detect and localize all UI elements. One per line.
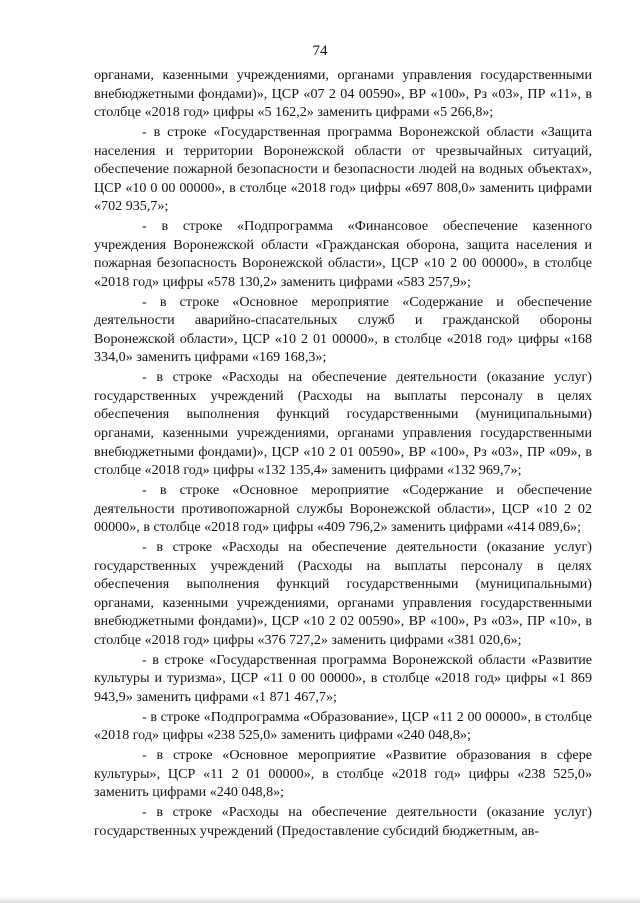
paragraph-1: органами, казенными учреждениями, органами управления государственными внебюджетными фондами)», ЦСР «07 2 04 00590», ВР «100», Рз «03», ПР «11», в столбце «2018 год» цифры «5 162,2» заменить цифрами «5 266,8»; [94, 67, 592, 121]
page-bottom-edge [0, 897, 640, 903]
paragraph-4: - в строке «Основное мероприятие «Содержание и обеспечение деятельности аварийно-спасательных служб и гражданской обороны Воронежской области», ЦСР «10 2 01 00000», в столбце «2018 год» цифры «168 334,0» заменить цифрами «169 168,3»; [94, 293, 592, 366]
paragraph-6: - в строке «Основное мероприятие «Содержание и обеспечение деятельности противопожарной службы Воронежской области», ЦСР «10 2 02 00000», в столбце «2018 год» цифры «409 796,2» заменить цифрами «414 089,6»; [94, 481, 592, 536]
document-body [94, 66, 592, 842]
paragraph-3: - в строке «Подпрограмма «Финансовое обеспечение казенного учреждения Воронежской области «Гражданская оборона, защита населения и пожарная безопасность Воронежской области», ЦСР «10 2 00 00000», в столбце «2018 год» цифры «578 130,2» заменить цифрами «583 257,9»; [94, 218, 592, 290]
paragraph-5: - в строке «Расходы на обеспечение деятельности (оказание услуг) государственных учреждений (Расходы на выплаты персоналу в целях обеспечения выполнения функций государственными (муниципальными) органами, казенными учреждениями, органами управления государственными внебюджетными фондами)», ЦСР «10 2 01 00590», ВР «100», Рз «03», ПР «09», в столбце «2018 год» цифры «132 135,4» заменить цифрами «132 969,7»; [94, 369, 592, 479]
paragraph-2: - в строке «Государственная программа Воронежской области «Защита населения и территории Воронежской области от чрезвычайных ситуаций, обеспечение пожарной безопасности и безопасности людей на водных объектах», ЦСР «10 0 00 00000», в столбце «2018 год» цифры «697 808,0» заменить цифрами «702 935,7»; [94, 124, 592, 215]
paragraph-8: - в строке «Государственная программа Воронежской области «Развитие культуры и туризма», ЦСР «11 0 00 00000», в столбце «2018 год» цифры «1 869 943,9» заменить цифрами «1 871 467,7»; [94, 651, 592, 705]
paragraph-11: - в строке «Расходы на обеспечение деятельности (оказание услуг) государственных учреждений (Предоставление субсидий бюджетным, ав- [94, 804, 592, 839]
paragraph-7: - в строке «Расходы на обеспечение деятельности (оказание услуг) государственных учреждений (Расходы на выплаты персоналу в целях обеспечения выполнения функций государственными (муниципальными) органами, казенными учреждениями, органами управления государственными внебюджетными фондами)», ЦСР «10 2 02 00590», ВР «100», Рз «03», ПР «10», в столбце «2018 год» цифры «376 727,2» заменить цифрами «381 020,6»; [94, 539, 592, 648]
paragraph-9: - в строке «Подпрограмма «Образование», ЦСР «11 2 00 00000», в столбце «2018 год» цифры «238 525,0» заменить цифрами «240 048,8»; [94, 708, 592, 744]
page-number: 74 [312, 43, 328, 59]
paragraph-10: - в строке «Основное мероприятие «Развитие образования в сфере культуры», ЦСР «11 2 01 00000», в столбце «2018 год» цифры «238 525,0» заменить цифрами «240 048,8»; [94, 747, 592, 801]
